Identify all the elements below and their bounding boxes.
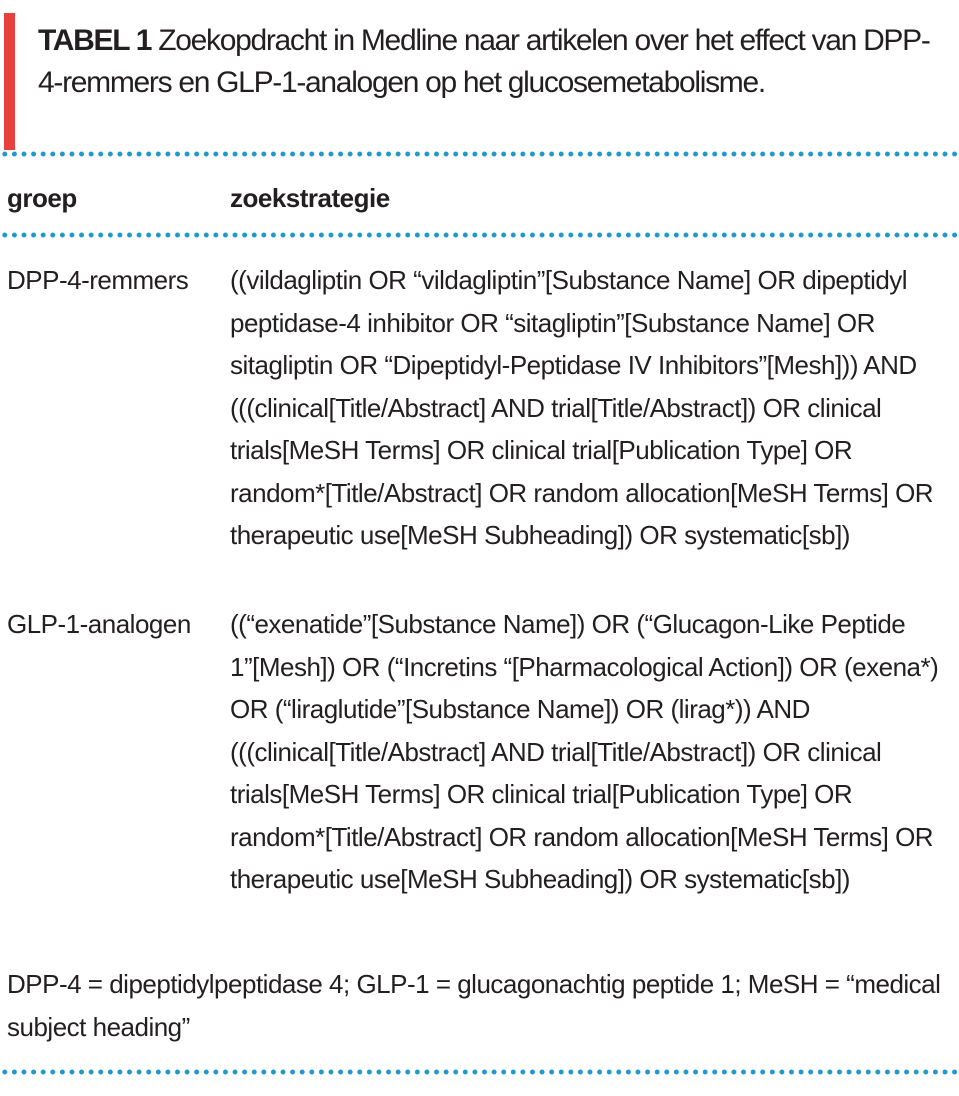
table-title-label: TABEL 1 [38, 24, 152, 57]
table-footnote: DPP-4 = dipeptidylpeptidase 4; GLP-1 = glucagonachtig peptide 1; MeSH = “medical subject heading” [7, 969, 941, 1042]
column-header-zoekstrategie: zoekstrategie [230, 183, 390, 213]
row-strategy-text: ((“exenatide”[Substance Name]) OR (“Glucagon-Like Peptide 1”[Mesh]) OR (“Incretins “[Pharmacological Action]) OR (exena*) OR (“liraglutide”[Substance Name]) OR (lirag*)) AND (((clinical[Title/Abstract] AND trial[Title/Abstract]) OR clinical trials[MeSH Terms] OR clinical trial[Publication Type] OR random*[Title/Abstract] OR random allocation[MeSH Terms] OR therapeutic use[MeSH Subheading]) OR systematic[sb]) [230, 609, 939, 894]
red-accent-bar [4, 13, 15, 150]
table-row [0, 603, 959, 901]
table-row [0, 259, 959, 557]
column-header-groep: groep [7, 183, 77, 213]
dotted-divider-header [0, 232, 959, 238]
table-header-row [0, 178, 959, 218]
row-group-label: GLP-1-analogen [7, 609, 191, 639]
row-group-label: DPP-4-remmers [7, 265, 189, 295]
row-strategy-text: ((vildagliptin OR “vildagliptin”[Substance Name] OR dipeptidyl peptidase-4 inhibitor OR “sitagliptin”[Substance Name] OR sitagliptin OR “Dipeptidyl-Peptidase IV Inhibitors”[Mesh])) AND (((clinical[Title/Abstract] AND trial[Title/Abstract]) OR clinical trials[MeSH Terms] OR clinical trial[Publication Type] OR random*[Title/Abstract] OR random allocation[MeSH Terms] OR therapeutic use[MeSH Subheading]) OR systematic[sb]) [230, 265, 934, 550]
dotted-divider-top [0, 151, 959, 157]
table-title-text: Zoekopdracht in Medline naar artikelen over het effect van DPP-4-remmers en GLP-1-analogen op het glucosemetabolisme. [38, 24, 930, 99]
table-title [38, 20, 950, 104]
dotted-divider-bottom [0, 1069, 959, 1075]
